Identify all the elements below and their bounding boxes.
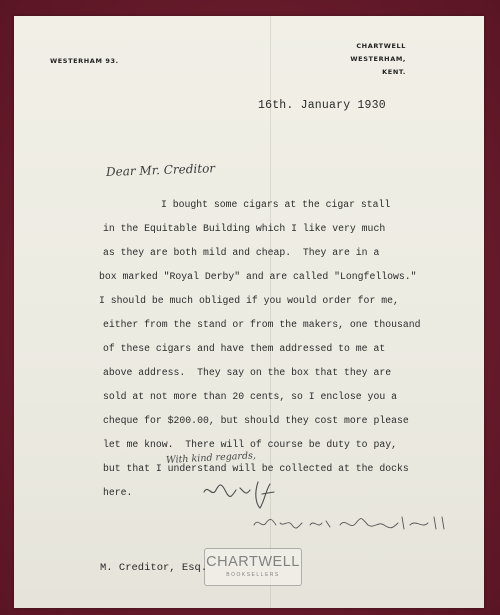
body-line: of these cigars and have them addressed to me at [103, 343, 386, 354]
signature-full-scribble [250, 511, 450, 537]
body-line: box marked "Royal Derby" and are called "Longfellows." [99, 271, 417, 282]
letterhead-address [296, 40, 406, 79]
body-line: here. [103, 487, 133, 498]
closing-handwritten: With kind regards, [165, 450, 257, 466]
body-line: as they are both mild and cheap. They are in a [103, 247, 380, 258]
body-line: either from the stand or from the makers, one thousand [103, 319, 421, 330]
letterhead-address-line: KENT. [382, 68, 406, 76]
letterhead-address-line: WESTERHAM, [350, 55, 406, 63]
body-line: I bought some cigars at the cigar stall [161, 199, 391, 210]
letterhead-phone: WESTERHAM 93. [50, 57, 119, 65]
letterhead-address-line: CHARTWELL [356, 42, 406, 50]
bookseller-watermark-stamp [204, 548, 302, 586]
letter-body [99, 193, 483, 505]
body-line: but that I understand will be collected at the docks [103, 463, 409, 474]
salutation: Dear Mr. Creditor [105, 161, 216, 179]
body-line: in the Equitable Building which I like very much [103, 223, 386, 234]
body-line: I should be much obliged if you would order for me, [99, 295, 399, 306]
letter-date: 16th. January 1930 [258, 99, 386, 112]
body-line: above address. They say on the box that they are [103, 367, 392, 378]
stamp-subtitle: BOOKSELLERS [226, 572, 280, 578]
addressee: M. Creditor, Esq. [100, 562, 208, 574]
body-line: let me know. There will of course be duty to pay, [103, 439, 397, 450]
body-line: cheque for $200.00, but should they cost more please [103, 415, 409, 426]
stamp-name: CHARTWELL [206, 554, 300, 570]
body-line: sold at not more than 20 cents, so I enclose you a [103, 391, 397, 402]
signature-yours-scribble [200, 474, 280, 514]
